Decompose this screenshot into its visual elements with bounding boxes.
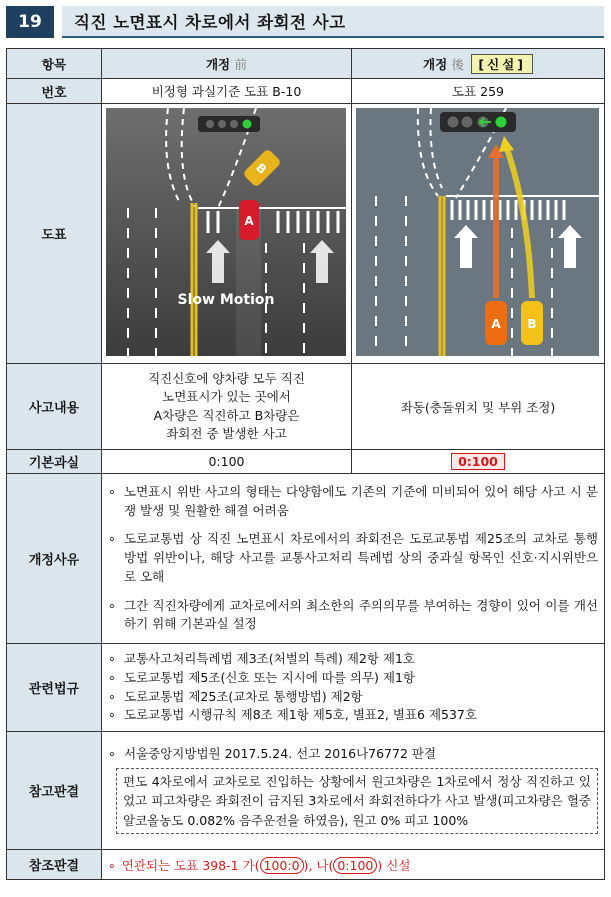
before-diagram-cell xyxy=(102,104,352,364)
related-ratio-1: 100:0 xyxy=(260,857,304,874)
reason-text: 그간 직진차량에게 교차로에서의 최소한의 주의의무를 부여하는 경향이 있어 이를 개선하기 위해 기본과실 설정 xyxy=(124,597,598,632)
row-ratio xyxy=(7,450,605,474)
doc-header xyxy=(6,6,604,38)
after-content: 좌동(충돌위치 및 부위 조정) xyxy=(352,364,605,450)
list-item: ∘ 서울중앙지방법원 2017.5.24. 선고 2016나76772 판결 xyxy=(102,743,604,766)
law-text: 교통사고처리특례법 제3조(처벌의 특례) 제2항 제1호 xyxy=(124,651,416,666)
table-header-row xyxy=(7,49,605,79)
related-mid: , 나 xyxy=(308,857,329,873)
related-text: ∘ 연관되는 도표 398-1 가( 100:0 ), 나( 0:100 ) 신설 xyxy=(108,857,411,873)
new-badge-label: 신설 xyxy=(487,56,518,72)
col-before-suffix: 前 xyxy=(234,56,248,72)
after-number: 도표 259 xyxy=(352,79,605,104)
row-label-number: 번호 xyxy=(7,79,102,104)
after-ratio-cell xyxy=(352,450,605,474)
list-item: ∘ 도로교통법 제5조(신호 또는 지시에 따를 의무) 제1항 xyxy=(102,669,604,688)
precedent-cell xyxy=(102,732,605,850)
list-item: ∘ 도로교통법 시행규칙 제8조 제1항 제5호, 별표2, 별표6 제537호 xyxy=(102,706,604,725)
row-law xyxy=(7,644,605,732)
related-ratio-2: 0:100 xyxy=(333,857,377,874)
before-content-line: 직진신호에 양차량 모두 직진 xyxy=(148,371,305,387)
reason-list xyxy=(102,474,605,644)
new-badge: [신설] xyxy=(471,54,533,74)
car-b-label: B xyxy=(253,160,270,177)
related-suffix: 신설 xyxy=(382,857,411,873)
before-content-line: 노면표시가 있는 곳에서 xyxy=(162,389,291,405)
col-item-header: 항목 xyxy=(7,49,102,79)
col-after-header xyxy=(352,49,605,79)
before-ratio: 0:100 xyxy=(102,450,352,474)
car-b-label-after: B xyxy=(527,317,537,331)
law-text: 도로교통법 제25조(교차로 통행방법) 제2항 xyxy=(124,688,363,704)
row-precedent xyxy=(7,732,605,850)
row-reason xyxy=(7,474,605,644)
list-item: ∘ 도로교통법 제25조(교차로 통행방법) 제2항 xyxy=(102,688,604,707)
before-content-line: 좌회전 중 발생한 사고 xyxy=(166,425,287,441)
reason-text: 노면표시 위반 사고의 형태는 다양함에도 기존의 기준에 미비되어 있어 해당 사고 시 분쟁 발생 및 원활한 해결 어려움 xyxy=(124,483,598,518)
after-diagram-cell xyxy=(352,104,605,364)
reason-text: 도로교통법 상 직진 노면표시 차로에서의 좌회전은 도로교통법 제25조의 교차로 통행방법 위반이나, 해당 사고를 교통사고처리 특례법 상의 중과실 항목인 신호·지시위반으로 오해 xyxy=(124,531,598,584)
list-item: ∘ 도로교통법 상 직진 노면표시 차로에서의 좌회전은 도로교통법 제25조의 교차로 통행방법 위반이나, 해당 사고를 교통사고처리 특례법 상의 중과실 항목인 신호·지시위반으로 오해 xyxy=(102,528,604,588)
row-label-related: 참조판결 xyxy=(7,850,102,880)
before-diagram xyxy=(106,108,346,356)
precedent-case: 서울중앙지방법원 2017.5.24. 선고 2016나76772 판결 xyxy=(124,746,437,762)
row-label-precedent: 참고판결 xyxy=(7,732,102,850)
after-ratio: 0:100 xyxy=(451,453,505,470)
row-content xyxy=(7,364,605,450)
row-label-reason: 개정사유 xyxy=(7,474,102,644)
list-item: ∘ 교통사고처리특례법 제3조(처벌의 특례) 제2항 제1호 xyxy=(102,650,604,669)
row-label-content: 사고내용 xyxy=(7,364,102,450)
col-after-suffix: 後 xyxy=(451,56,465,72)
before-number: 비정형 과실기준 도표 B-10 xyxy=(102,79,352,104)
related-prefix: 연관되는 도표 398-1 가 xyxy=(121,857,255,873)
row-related xyxy=(7,850,605,880)
law-list xyxy=(102,644,605,732)
row-label-law: 관련법규 xyxy=(7,644,102,732)
slow-motion-caption: Slow Motion xyxy=(177,292,275,308)
section-title: 직진 노면표시 차로에서 좌회전 사고 xyxy=(62,6,604,38)
col-before-header xyxy=(102,49,352,79)
section-number: 19 xyxy=(6,6,54,38)
after-diagram xyxy=(356,108,599,356)
car-a-label-after: A xyxy=(491,317,501,331)
row-number xyxy=(7,79,605,104)
law-text: 도로교통법 제5조(신호 또는 지시에 따를 의무) 제1항 xyxy=(124,669,416,685)
related-cell xyxy=(102,850,605,880)
col-after-label: 개정 xyxy=(423,56,448,72)
revision-table xyxy=(6,48,605,880)
law-text: 도로교통법 시행규칙 제8조 제1항 제5호, 별표2, 별표6 제537호 xyxy=(124,707,477,723)
before-content xyxy=(102,364,352,450)
row-label-ratio: 기본과실 xyxy=(7,450,102,474)
row-diagram xyxy=(7,104,605,364)
row-label-diagram: 도표 xyxy=(7,104,102,364)
precedent-summary: 편도 4차로에서 교차로로 진입하는 상황에서 원고차량은 1차로에서 정상 직진하고 있었고 피고차량은 좌회전이 금지된 3차로에서 좌회전하다가 사고 발생(피고차량은 혈중알코올농도 0.082% 음주운전을 하였음), 원고 0% 피고 100% xyxy=(116,768,598,834)
before-content-line: A차량은 직진하고 B차량은 xyxy=(153,407,300,423)
list-item: ∘ 노면표시 위반 사고의 형태는 다양함에도 기존의 기준에 미비되어 있어 해당 사고 시 분쟁 발생 및 원활한 해결 어려움 xyxy=(102,481,604,523)
car-a-label: A xyxy=(244,214,254,228)
col-before-label: 개정 xyxy=(205,56,231,72)
list-item: ∘ 그간 직진차량에게 교차로에서의 최소한의 주의의무를 부여하는 경향이 있어 이를 개선하기 위해 기본과실 설정 xyxy=(102,595,604,637)
